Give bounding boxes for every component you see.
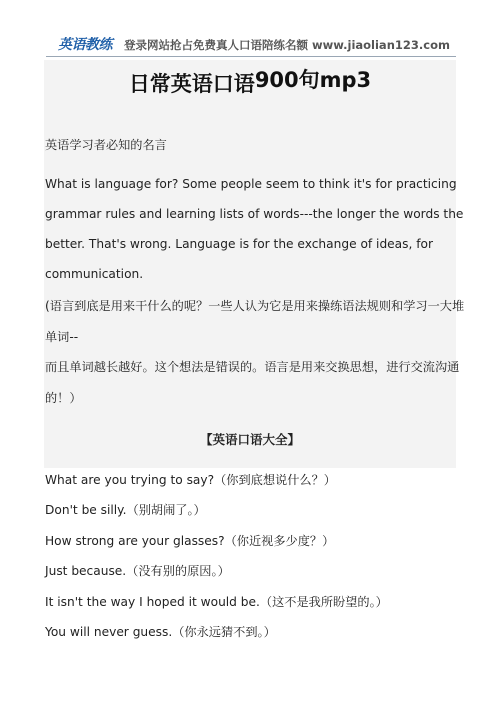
logo-text: 英语教练 xyxy=(58,37,112,53)
quote-line: What is language for? Some people seem to think it's for practicing xyxy=(45,177,457,191)
intro-heading: 英语学习者必知的名言 xyxy=(45,138,167,152)
quote-line: communication. xyxy=(45,267,144,281)
translation-line: 单词-- xyxy=(45,330,79,344)
document-title xyxy=(44,68,456,98)
site-logo[interactable] xyxy=(58,34,112,54)
section-title: 【英语口语大全】 xyxy=(199,432,300,447)
phrase-item: What are you trying to say?（你到底想说什么？） xyxy=(45,473,336,487)
translation-line: 的！） xyxy=(45,391,82,405)
header-divider xyxy=(46,56,456,57)
phrase-item: Don't be silly.（别胡闹了。） xyxy=(45,503,206,517)
quote-line: grammar rules and learning lists of words---the longer the words the xyxy=(45,207,464,221)
title-cn: 日常英语口语 xyxy=(128,72,255,96)
translation-line: 而且单词越长越好。这个想法是错误的。语言是用来交换思想，进行交流沟通 xyxy=(45,360,460,374)
page-header xyxy=(0,0,500,58)
title-latin: 900句mp3 xyxy=(254,68,372,92)
phrase-item: It isn't the way I hoped it would be.（这不是我所盼望的。） xyxy=(45,595,388,609)
phrase-item: How strong are your glasses?（你近视多少度？） xyxy=(45,534,335,548)
translation-line: (语言到底是用来干什么的呢？一些人认为它是用来操练语法规则和学习一大堆 xyxy=(45,299,465,313)
quote-line: better. That's wrong. Language is for the exchange of ideas, for xyxy=(45,237,434,251)
content-shaded-block xyxy=(44,60,456,468)
phrase-item: Just because.（没有别的原因。） xyxy=(45,564,230,578)
phrase-item: You will never guess.（你永远猜不到。） xyxy=(45,625,276,639)
header-tagline[interactable]: 登录网站抢占免费真人口语陪练名额 www.jiaolian123.com xyxy=(124,38,450,52)
